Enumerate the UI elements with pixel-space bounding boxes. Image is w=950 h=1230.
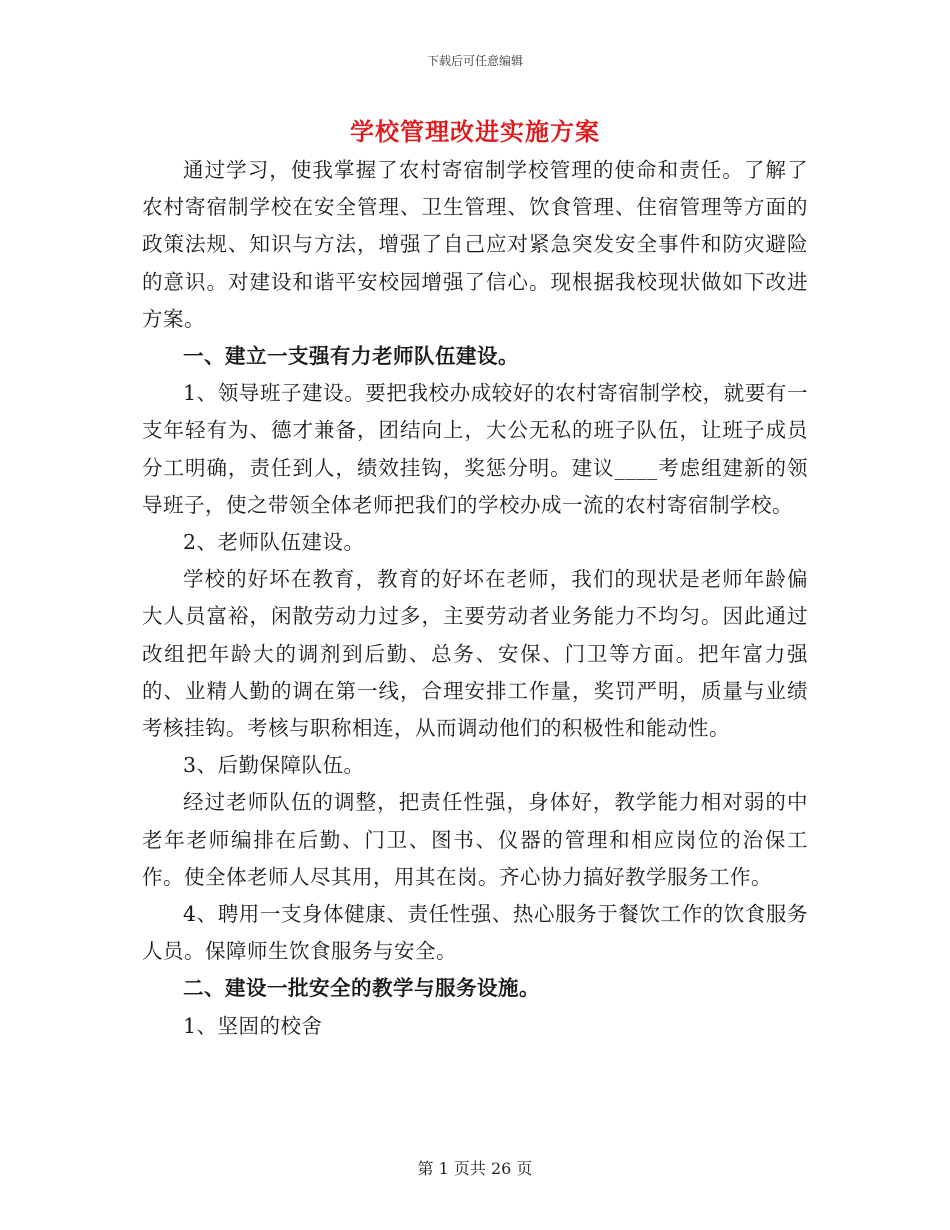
- item-school-buildings: 1、坚固的校舍: [183, 1013, 323, 1038]
- item-teacher-team: 2、老师队伍建设。: [183, 530, 365, 555]
- teacher-team-paragraph: 学校的好坏在教育，教育的好坏在老师，我们的现状是老师年龄偏大人员富裕，闲散劳动力过多，主要劳动者业务能力不均匀。因此通过改组把年龄大的调剂到后勤、总务、安保、门卫等方面。把年富力强的、业精人勤的调在第一线，合理安排工作量，奖罚严明，质量与业绩考核挂钩。考核与职称相连，从而调动他们的积极性和能动性。: [142, 567, 808, 741]
- page-header: 下载后可任意编辑: [426, 54, 523, 68]
- document-title: 学校管理改进实施方案: [350, 117, 600, 146]
- page-footer: 第 1 页共 26 页: [417, 1159, 533, 1178]
- item-leadership: 1、领导班子建设。要把我校办成较好的农村寄宿制学校，就要有一支年轻有为、德才兼备，团结向上，大公无私的班子队伍，让班子成员分工明确，责任到人，绩效挂钩，奖惩分明。建议____考虑组建新的领导班子，使之带领全体老师把我们的学校办成一流的农村寄宿制学校。: [142, 381, 808, 517]
- document-body: [142, 152, 808, 1045]
- item-catering-staff: 4、聘用一支身体健康、责任性强、热心服务于餐饮工作的饮食服务人员。保障师生饮食服务与安全。: [142, 902, 808, 964]
- section-heading-1: 一、建立一支强有力老师队伍建设。: [183, 344, 519, 369]
- intro-paragraph: 通过学习，使我掌握了农村寄宿制学校管理的使命和责任。了解了农村寄宿制学校在安全管理、卫生管理、饮食管理、住宿管理等方面的政策法规、知识与方法，增强了自己应对紧急突发安全事件和防灾避险的意识。对建设和谐平安校园增强了信心。现根据我校现状做如下改进方案。: [142, 158, 808, 331]
- logistics-paragraph: 经过老师队伍的调整，把责任性强，身体好，教学能力相对弱的中老年老师编排在后勤、门卫、图书、仪器的管理和相应岗位的治保工作。使全体老师人尽其用，用其在岗。齐心协力搞好教学服务工作。: [142, 790, 808, 889]
- item-logistics: 3、后勤保障队伍。: [183, 753, 365, 778]
- section-heading-2: 二、建设一批安全的教学与服务设施。: [183, 976, 540, 1001]
